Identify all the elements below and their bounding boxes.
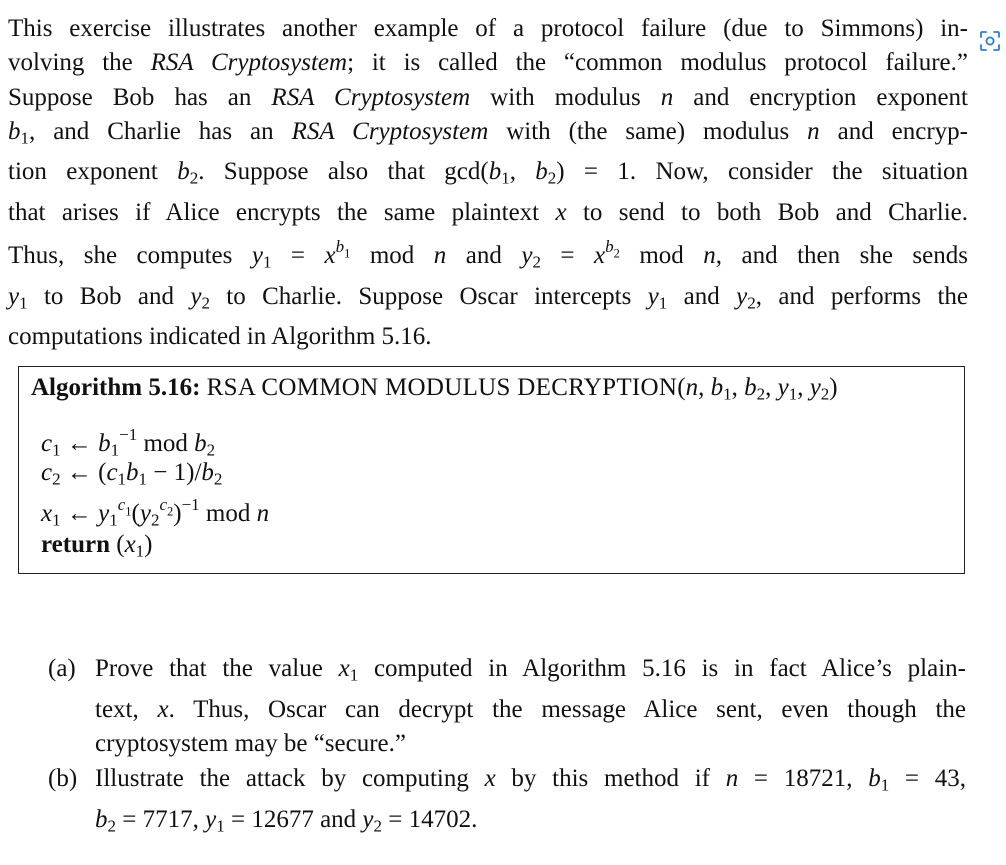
intro-line: Suppose Bob has an RSA Cryptosystem with modulus n and encryption exponent [8, 83, 968, 111]
intro-line: Thus, she computes $y_1 = x^{b1}$ mod n and $y_2 = x^{b2}$ mod n, and then she sends [8, 237, 968, 272]
algorithm-line: return $(x_1)$ [41, 531, 153, 561]
algorithm-title: Algorithm 5.16: RSA COMMON MODULUS DECRYPTION(n, $b_1$, $b_2$, $y_1$, $y_2$) [31, 374, 838, 404]
intro-line: tion exponent $b_2$. Suppose also that $\gcd(b_1$, $b_2) = 1$. Now, consider the situation [8, 158, 969, 188]
intro-paragraph [8, 12, 968, 355]
question-line: Prove that the value $x_1$ computed in Algorithm 5.16 is in fact Alice’s plain- [95, 655, 966, 685]
algorithm-line: $c_1$ ← $b_1^{-1}$ mod $b_2$ [41, 425, 216, 460]
question-line: Illustrate the attack by computing x by this method if n = 18721, $b_1 = 43$, [95, 764, 966, 794]
question-line: cryptosystem may be “secure.” [95, 730, 406, 758]
intro-line: This exercise illustrates another example of a protocol failure (due to Simmons) in- [8, 15, 968, 42]
algorithm-line: $c_2$ ← $(c_1b_1 - 1)/b_2$ [41, 459, 223, 489]
question-line: $b_2 = 7717$, $y_1 = 12677$ and $y_2 = 14702$. [95, 805, 478, 835]
question-item [48, 762, 966, 844]
intro-line: volving the RSA Cryptosystem; it is called the “common modulus protocol failure.” [8, 49, 968, 77]
intro-line: that arises if Alice encrypts the same plaintext x to send to both Bob and Charlie. [8, 198, 968, 226]
algorithm-box [18, 366, 965, 574]
question-label: (b) [48, 764, 78, 792]
question-label: (a) [48, 655, 76, 682]
scan-text-icon[interactable] [978, 28, 1002, 54]
intro-line: computations indicated in Algorithm 5.16. [8, 323, 432, 351]
question-line: text, x. Thus, Oscar can decrypt the message Alice sent, even though the [95, 695, 966, 723]
question-text [95, 762, 966, 844]
exercise-questions [48, 652, 966, 843]
intro-line: $y_1$ to Bob and $y_2$ to Charlie. Suppose Oscar intercepts $y_1$ and $y_2$, and performs the [8, 282, 968, 313]
algorithm-line: $x_1$ ← $y_1^{c1}(y_2^{c2})^{-1}$ mod n [41, 495, 270, 530]
question-item [48, 652, 966, 762]
question-text [95, 652, 966, 762]
intro-line: $b_1$, and Charlie has an RSA Cryptosystem with (the same) modulus n and encryp- [8, 117, 968, 148]
